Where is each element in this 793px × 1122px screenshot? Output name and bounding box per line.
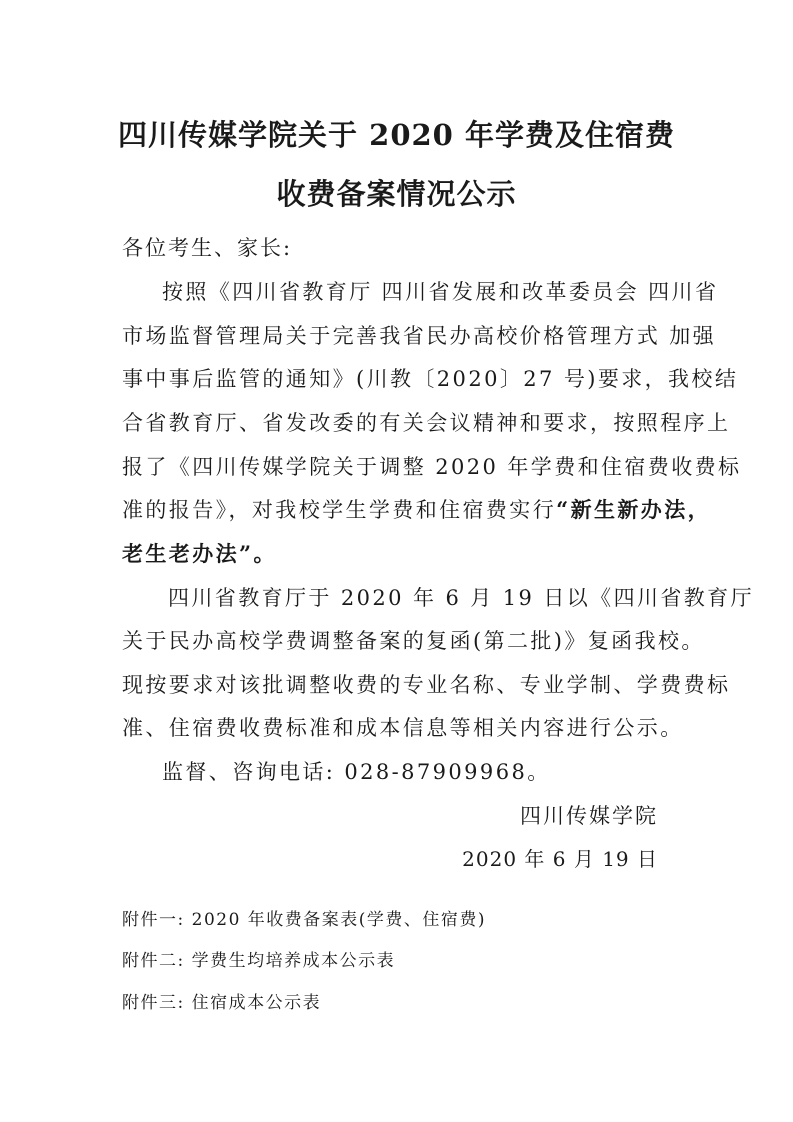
salutation: 各位考生、家长: [122, 236, 293, 260]
paragraph-1-line-2: 市场监督管理局关于完善我省民办高校价格管理方式 加强 [122, 324, 717, 348]
paragraph-1-line-3: 事中事后监管的通知》(川教〔2020〕27 号)要求，我校结 [122, 367, 739, 391]
paragraph-2-line-4: 准、住宿费收费标准和成本信息等相关内容进行公示。 [122, 716, 684, 740]
signature-organization: 四川传媒学院 [520, 804, 658, 828]
policy-slogan-part-2: 老生老办法”。 [122, 541, 277, 566]
policy-slogan-part-1: “新生新办法， [556, 497, 711, 522]
paragraph-1-line-1: 按照《四川省教育厅 四川省发展和改革委员会 四川省 [162, 280, 719, 304]
paragraph-1-line-4: 合省教育厅、省发改委的有关会议精神和要求，按照程序上 [122, 411, 731, 435]
paragraph-1-line-6-text: 准的报告》，对我校学生学费和住宿费实行 [122, 498, 557, 522]
paragraph-1-line-6 [122, 494, 711, 524]
attachment-2: 附件二: 学费生均培养成本公示表 [122, 951, 396, 971]
paragraph-1-line-5: 报了《四川传媒学院关于调整 2020 年学费和住宿费收费标 [122, 455, 742, 479]
document-title-line-2: 收费备案情况公示 [276, 177, 517, 211]
paragraph-2-line-1: 四川省教育厅于 2020 年 6 月 19 日以《四川省教育厅 [168, 586, 754, 610]
attachment-1: 附件一: 2020 年收费备案表(学费、住宿费) [122, 910, 487, 930]
paragraph-2-line-2: 关于民办高校学费调整备案的复函(第二批)》复函我校。 [122, 629, 705, 653]
attachment-3: 附件三: 住宿成本公示表 [122, 993, 322, 1013]
signature-date: 2020 年 6 月 19 日 [462, 847, 658, 871]
contact-phone: 监督、咨询电话: 028-87909968。 [162, 760, 551, 784]
paragraph-2-line-3: 现按要求对该批调整收费的专业名称、专业学制、学费费标 [122, 673, 731, 697]
document-title-line-1: 四川传媒学院关于 2020 年学费及住宿费 [118, 118, 675, 152]
